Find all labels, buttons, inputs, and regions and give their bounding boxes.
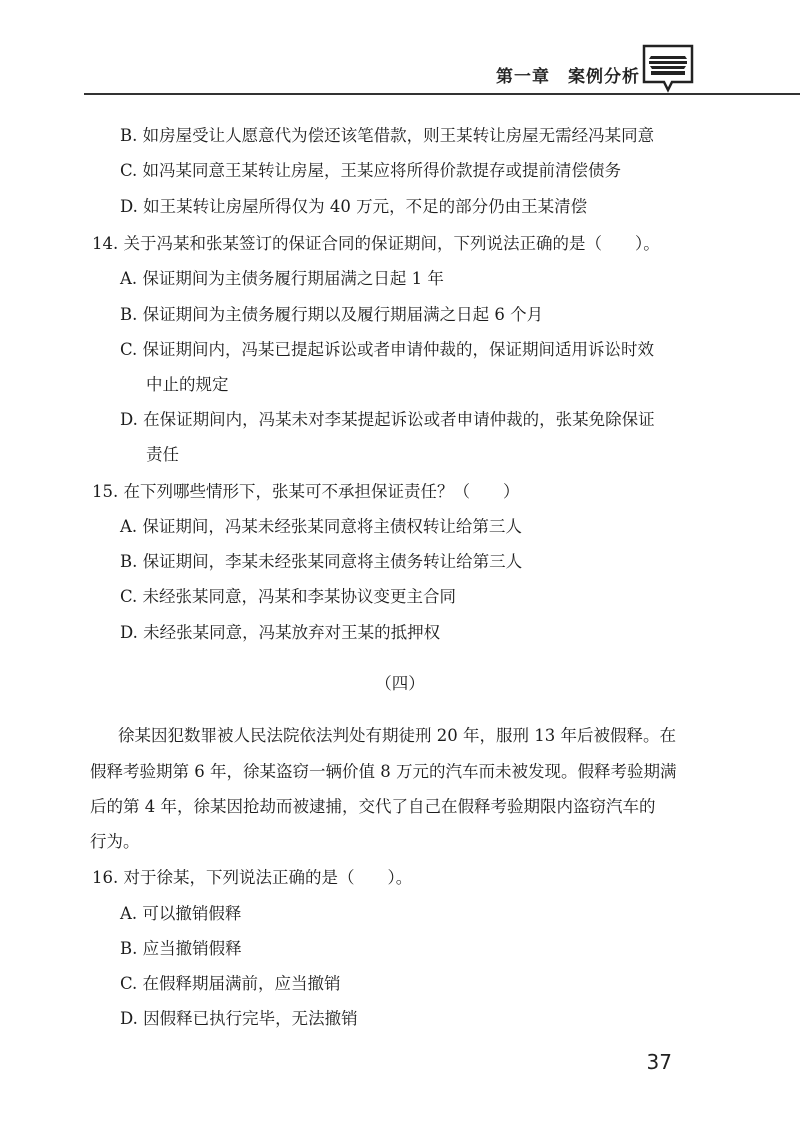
q16-option-c: C. 在假释期届满前，应当撤销 [120,974,341,993]
chapter-title: 第一章 案例分析 [496,67,640,87]
q14-option-d-continued: 责任 [146,445,179,464]
case-paragraph-line-3: 后的第 4 年，徐某因抢劫而被逮捕，交代了自己在假释考验期限内盗窃汽车的 [90,797,656,816]
q15-option-b: B. 保证期间，李某未经张某同意将主债务转让给第三人 [120,552,523,571]
q16-option-d: D. 因假释已执行完毕，无法撤销 [120,1009,358,1028]
case-paragraph-line-4: 行为。 [90,832,140,851]
q15-option-d: D. 未经张某同意，冯某放弃对王某的抵押权 [120,623,441,642]
q15-option-c: C. 未经张某同意，冯某和李某协议变更主合同 [120,587,457,606]
option-c-top: C. 如冯某同意王某转让房屋，王某应将所得价款提存或提前清偿债务 [120,161,622,180]
option-d-top: D. 如王某转让房屋所得仅为 40 万元，不足的部分仍由王某清偿 [120,197,588,216]
section-heading: （四） [375,674,425,693]
page-number: 37 [646,1050,672,1074]
book-stack-icon [640,42,696,94]
q14-option-a: A. 保证期间为主债务履行期届满之日起 1 年 [120,269,444,288]
page-header [0,0,800,100]
case-paragraph-line-2: 假释考验期第 6 年，徐某盗窃一辆价值 8 万元的汽车而未被发现。假释考验期满 [90,762,677,781]
question-16-stem: 16. 对于徐某，下列说法正确的是（ ）。 [92,868,413,887]
q14-option-c: C. 保证期间内，冯某已提起诉讼或者申请仲裁的，保证期间适用诉讼时效 [120,340,655,359]
q16-option-a: A. 可以撤销假释 [120,904,242,923]
q14-option-c-continued: 中止的规定 [146,375,229,394]
q16-option-b: B. 应当撤销假释 [120,939,242,958]
case-paragraph-line-1: 徐某因犯数罪被人民法院依法判处有期徒刑 20 年，服刑 13 年后被假释。在 [118,726,676,745]
question-15-stem: 15. 在下列哪些情形下，张某可不承担保证责任？（ ） [92,482,520,501]
q14-option-b: B. 保证期间为主债务履行期以及履行期届满之日起 6 个月 [120,305,544,324]
q14-option-d: D. 在保证期间内，冯某未对李某提起诉讼或者申请仲裁的，张某免除保证 [120,410,655,429]
header-divider [84,93,800,95]
q15-option-a: A. 保证期间，冯某未经张某同意将主债权转让给第三人 [120,517,522,536]
question-14-stem: 14. 关于冯某和张某签订的保证合同的保证期间，下列说法正确的是（ ）。 [92,234,660,253]
option-b-top: B. 如房屋受让人愿意代为偿还该笔借款，则王某转让房屋无需经冯某同意 [120,126,655,145]
